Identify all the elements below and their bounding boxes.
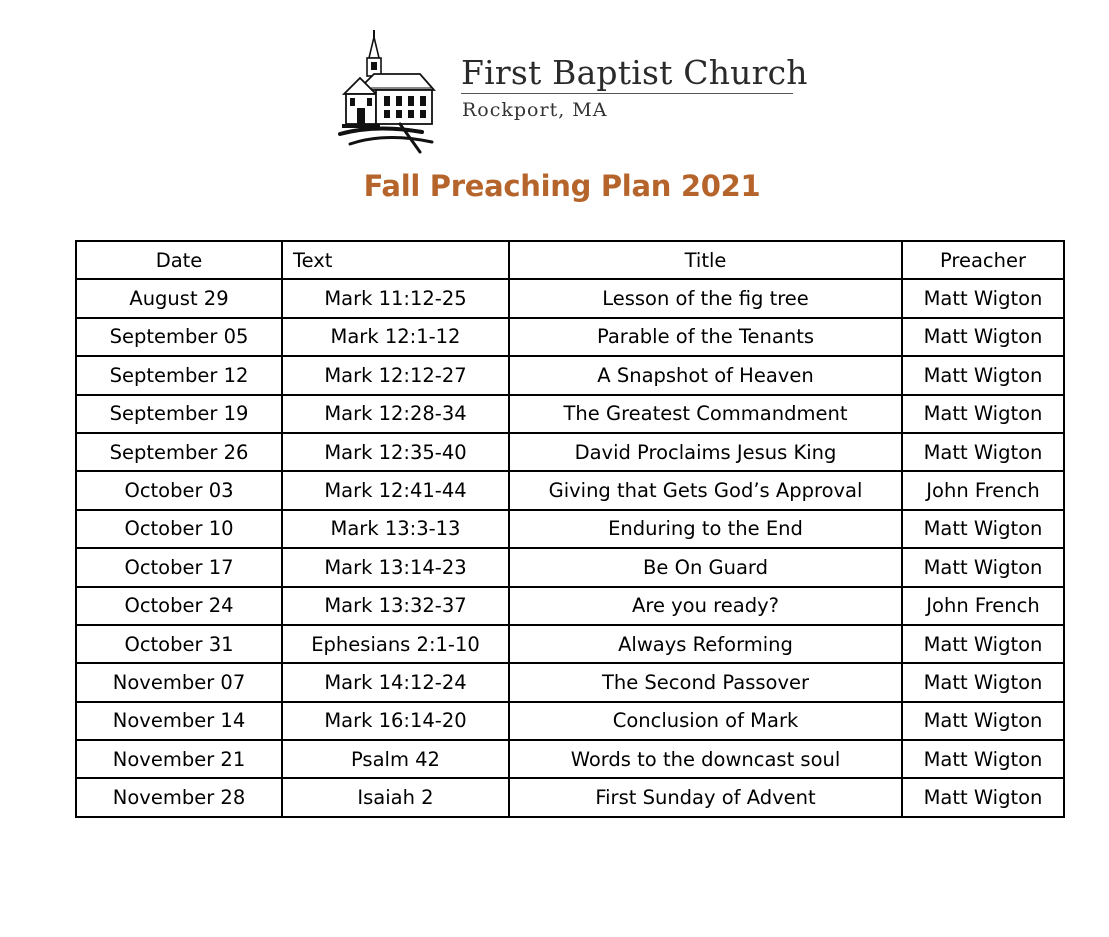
- cell-date: August 29: [76, 279, 282, 317]
- cell-title: First Sunday of Advent: [509, 778, 902, 816]
- column-header-date: Date: [76, 241, 282, 279]
- cell-title: Words to the downcast soul: [509, 740, 902, 778]
- table-row: [76, 548, 1064, 586]
- cell-date: September 05: [76, 318, 282, 356]
- cell-title: Be On Guard: [509, 548, 902, 586]
- cell-preacher: Matt Wigton: [902, 395, 1064, 433]
- cell-text: Mark 12:28-34: [282, 395, 509, 433]
- cell-title: Parable of the Tenants: [509, 318, 902, 356]
- header-divider: [461, 93, 793, 94]
- cell-text: Mark 12:12-27: [282, 356, 509, 394]
- plan-title: Fall Preaching Plan 2021: [363, 169, 761, 203]
- cell-text: Mark 12:35-40: [282, 433, 509, 471]
- table-row: [76, 471, 1064, 509]
- table-row: [76, 625, 1064, 663]
- cell-preacher: Matt Wigton: [902, 740, 1064, 778]
- table-row: [76, 740, 1064, 778]
- cell-text: Mark 13:3-13: [282, 510, 509, 548]
- table-row: [76, 356, 1064, 394]
- table-row: [76, 279, 1064, 317]
- cell-date: October 31: [76, 625, 282, 663]
- cell-text: Mark 14:12-24: [282, 663, 509, 701]
- cell-text: Ephesians 2:1-10: [282, 625, 509, 663]
- column-header-text: Text: [282, 241, 509, 279]
- cell-preacher: Matt Wigton: [902, 702, 1064, 740]
- cell-date: September 26: [76, 433, 282, 471]
- cell-text: Mark 12:1-12: [282, 318, 509, 356]
- cell-text: Psalm 42: [282, 740, 509, 778]
- cell-title: Enduring to the End: [509, 510, 902, 548]
- table-row: [76, 318, 1064, 356]
- table-row: [76, 663, 1064, 701]
- table-row: [76, 395, 1064, 433]
- cell-date: October 03: [76, 471, 282, 509]
- table-row: [76, 510, 1064, 548]
- cell-title: David Proclaims Jesus King: [509, 433, 902, 471]
- cell-text: Mark 13:14-23: [282, 548, 509, 586]
- cell-title: Lesson of the fig tree: [509, 279, 902, 317]
- cell-title: Are you ready?: [509, 587, 902, 625]
- church-location: Rockport, MA: [462, 99, 608, 121]
- cell-title: Giving that Gets God’s Approval: [509, 471, 902, 509]
- cell-title: The Second Passover: [509, 663, 902, 701]
- cell-preacher: Matt Wigton: [902, 548, 1064, 586]
- cell-date: October 24: [76, 587, 282, 625]
- cell-preacher: John French: [902, 587, 1064, 625]
- cell-preacher: Matt Wigton: [902, 778, 1064, 816]
- cell-date: October 17: [76, 548, 282, 586]
- cell-preacher: Matt Wigton: [902, 279, 1064, 317]
- cell-date: November 14: [76, 702, 282, 740]
- cell-preacher: Matt Wigton: [902, 356, 1064, 394]
- cell-text: Mark 11:12-25: [282, 279, 509, 317]
- preaching-schedule-table: [75, 240, 1065, 818]
- cell-preacher: Matt Wigton: [902, 663, 1064, 701]
- table-row: [76, 587, 1064, 625]
- cell-title: Conclusion of Mark: [509, 702, 902, 740]
- cell-title: The Greatest Commandment: [509, 395, 902, 433]
- cell-title: Always Reforming: [509, 625, 902, 663]
- cell-date: November 07: [76, 663, 282, 701]
- cell-text: Mark 12:41-44: [282, 471, 509, 509]
- church-building-icon: [336, 28, 440, 154]
- cell-text: Isaiah 2: [282, 778, 509, 816]
- table-header-row: [76, 241, 1064, 279]
- cell-preacher: John French: [902, 471, 1064, 509]
- cell-preacher: Matt Wigton: [902, 625, 1064, 663]
- church-name: First Baptist Church: [461, 53, 808, 92]
- church-header: [336, 28, 806, 158]
- table-row: [76, 433, 1064, 471]
- cell-text: Mark 13:32-37: [282, 587, 509, 625]
- column-header-title: Title: [509, 241, 902, 279]
- cell-date: November 21: [76, 740, 282, 778]
- cell-date: November 28: [76, 778, 282, 816]
- cell-preacher: Matt Wigton: [902, 510, 1064, 548]
- cell-date: September 12: [76, 356, 282, 394]
- cell-text: Mark 16:14-20: [282, 702, 509, 740]
- cell-preacher: Matt Wigton: [902, 318, 1064, 356]
- cell-title: A Snapshot of Heaven: [509, 356, 902, 394]
- cell-date: September 19: [76, 395, 282, 433]
- column-header-preacher: Preacher: [902, 241, 1064, 279]
- table-row: [76, 702, 1064, 740]
- cell-preacher: Matt Wigton: [902, 433, 1064, 471]
- table-row: [76, 778, 1064, 816]
- cell-date: October 10: [76, 510, 282, 548]
